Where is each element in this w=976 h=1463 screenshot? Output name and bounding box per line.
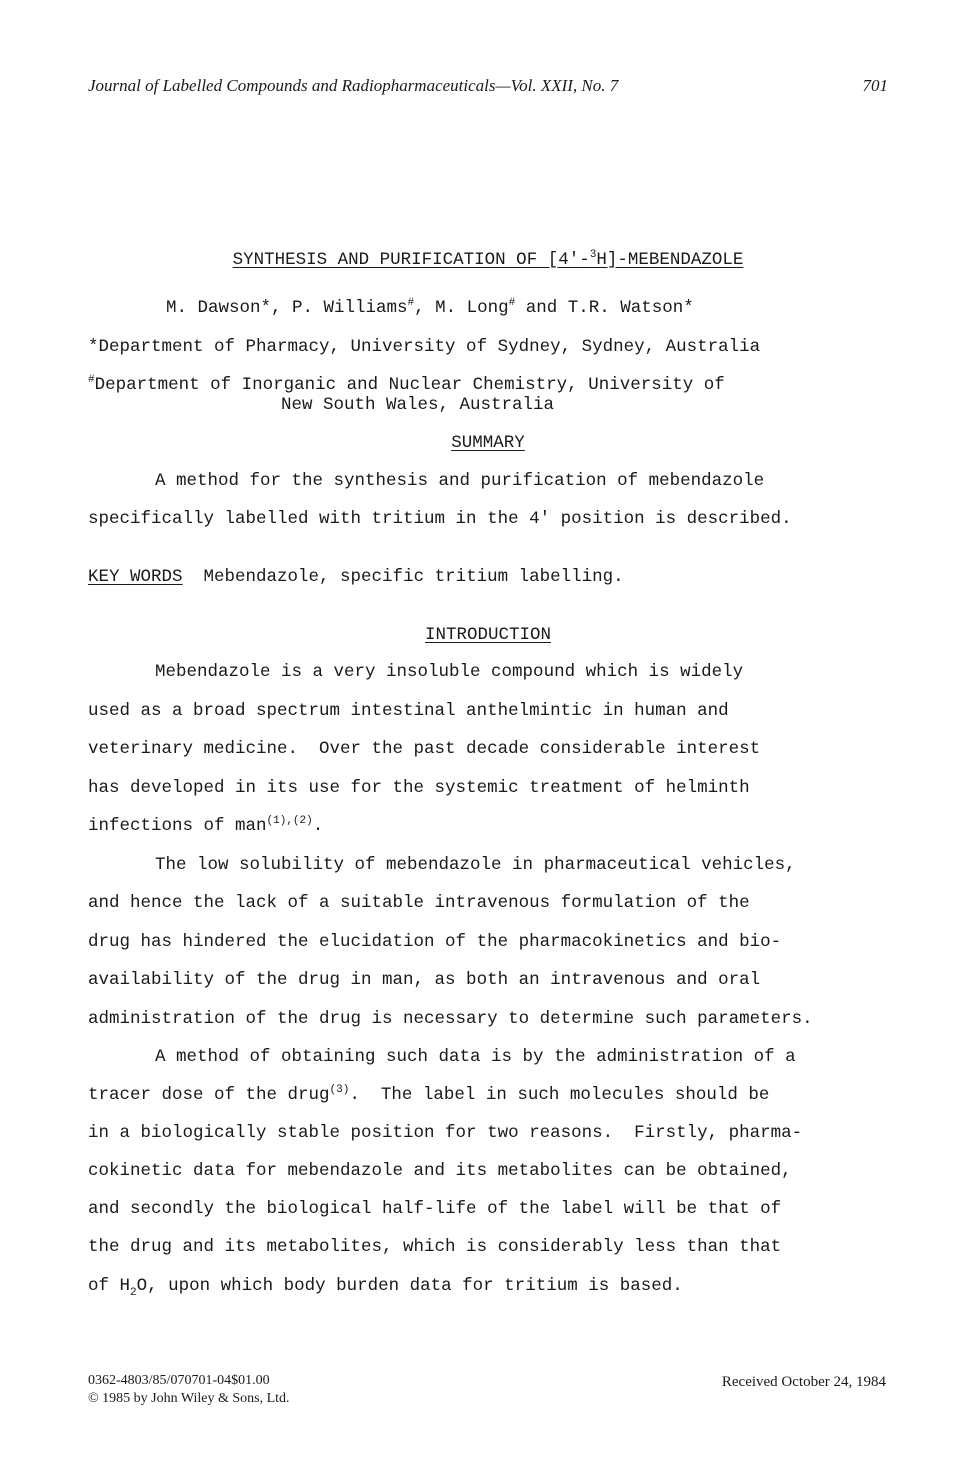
summary-line: specifically labelled with tritium in the 4' position is described. <box>88 509 792 529</box>
affiliation-2-line1: #Department of Inorganic and Nuclear Chemistry, University of <box>88 374 725 395</box>
copyright-notice: © 1985 by John Wiley & Sons, Ltd. <box>88 1391 290 1406</box>
body-line: and hence the lack of a suitable intravenous formulation of the <box>88 893 750 913</box>
introduction-heading: INTRODUCTION <box>424 625 552 645</box>
body-line: infections of man$^{(1),(2)}$. <box>88 815 324 836</box>
footer-code <box>88 1372 290 1408</box>
summary-heading: SUMMARY <box>451 433 525 453</box>
body-line: availability of the drug in man, as both an intravenous and oral <box>88 970 761 990</box>
received-date: Received October 24, 1984 <box>721 1374 886 1390</box>
body-line: the drug and its metabolites, which is considerably less than that <box>88 1237 782 1257</box>
citation: (1),(2) <box>266 815 313 827</box>
affiliation-1: *Department of Pharmacy, University of Sydney, Sydney, Australia <box>88 337 761 357</box>
body-line: drug has hindered the elucidation of the pharmacokinetics and bio- <box>88 932 782 952</box>
body-line: of $H_2O$, upon which body burden data for tritium is based. <box>88 1276 683 1299</box>
keywords-text: Mebendazole, specific tritium labelling. <box>203 567 624 587</box>
summary-line: A method for the synthesis and purification of mebendazole <box>155 471 765 491</box>
body-line: has developed in its use for the systemic treatment of helminth <box>88 778 750 798</box>
issn-code: 0362-4803/85/070701-04$01.00 <box>88 1373 270 1388</box>
affiliation-2-line2: New South Wales, Australia <box>281 395 555 415</box>
paper-title: SYNTHESIS AND PURIFICATION OF [4'-$^3$H]-MEBENDAZOLE <box>232 249 744 270</box>
body-line: tracer dose of the drug$^{(3)}$. The label in such molecules should be <box>88 1084 770 1105</box>
running-header <box>88 76 888 100</box>
keywords-label: KEY WORDS <box>88 567 183 587</box>
body-line: in a biologically stable position for two reasons. Firstly, pharma- <box>88 1123 803 1143</box>
body-line: The low solubility of mebendazole in pharmaceutical vehicles, <box>155 855 796 875</box>
page-number: 701 <box>862 76 888 95</box>
journal-title: Journal of Labelled Compounds and Radiopharmaceuticals—Vol. XXII, No. 7 <box>88 76 619 95</box>
body-line: Mebendazole is a very insoluble compound which is widely <box>155 662 744 682</box>
keywords <box>88 567 624 587</box>
citation: (3) <box>329 1084 350 1096</box>
body-line: A method of obtaining such data is by the administration of a <box>155 1047 796 1067</box>
author-list: M. Dawson*, P. Williams#, M. Long# and T.R. Watson* <box>166 297 694 318</box>
body-line: and secondly the biological half-life of the label will be that of <box>88 1199 782 1219</box>
body-line: cokinetic data for mebendazole and its metabolites can be obtained, <box>88 1161 792 1181</box>
body-line: veterinary medicine. Over the past decade considerable interest <box>88 739 761 759</box>
body-line: administration of the drug is necessary to determine such parameters. <box>88 1009 813 1029</box>
body-line: used as a broad spectrum intestinal anthelmintic in human and <box>88 701 729 721</box>
